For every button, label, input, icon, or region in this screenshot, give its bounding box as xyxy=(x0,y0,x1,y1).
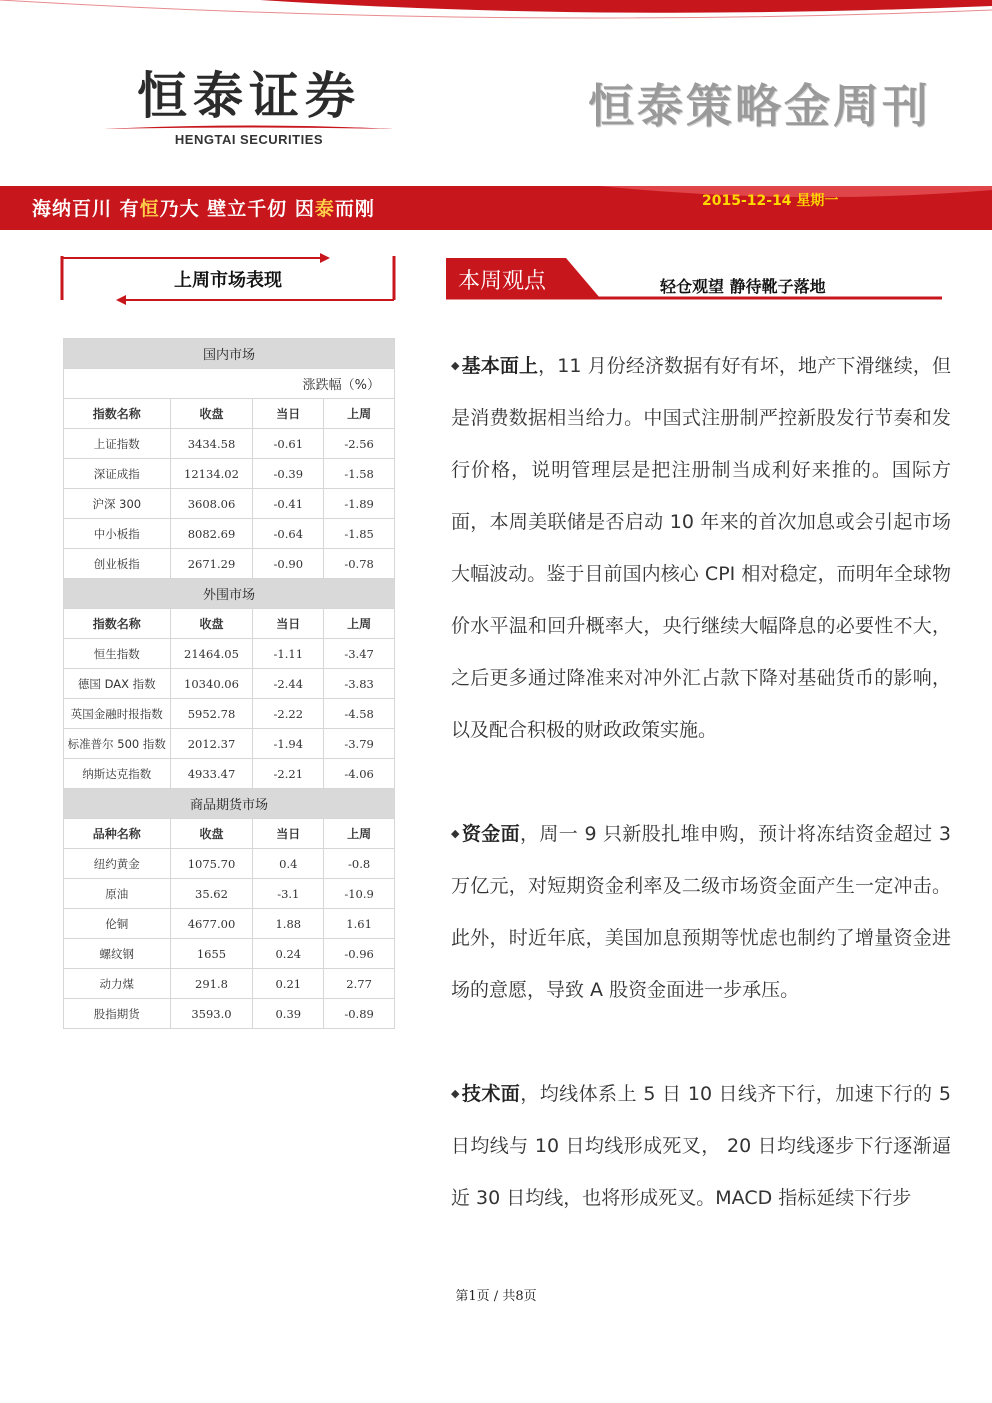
column-header: 收盘 xyxy=(170,399,253,429)
diamond-bullet-icon: ◆ xyxy=(451,1087,460,1100)
table-row xyxy=(64,549,395,579)
table-row xyxy=(64,519,395,549)
table-row xyxy=(64,639,395,669)
weekly-change: -3.47 xyxy=(324,639,395,669)
close-value: 21464.05 xyxy=(170,639,253,669)
close-value: 12134.02 xyxy=(170,459,253,489)
logo-cn-text: 恒泰证券 xyxy=(137,67,361,125)
column-header: 指数名称 xyxy=(64,399,171,429)
paragraph-body: ，均线体系上 5 日 10 日线齐下行，加速下行的 5 日均线与 10 日均线形成死叉， 20 日均线逐步下行逐渐逼近 30 日均线，也将形成死叉。MACD 指标延续下行步 xyxy=(451,1083,951,1209)
daily-change: -1.94 xyxy=(253,729,324,759)
column-header: 当日 xyxy=(253,399,324,429)
close-value: 8082.69 xyxy=(170,519,253,549)
weekly-change: -1.85 xyxy=(324,519,395,549)
daily-change: -0.64 xyxy=(253,519,324,549)
instrument-name: 伦铜 xyxy=(64,909,171,939)
table-row xyxy=(64,699,395,729)
instrument-name: 中小板指 xyxy=(64,519,171,549)
instrument-name: 动力煤 xyxy=(64,969,171,999)
weekly-change: -4.06 xyxy=(324,759,395,789)
weekly-change: -1.58 xyxy=(324,459,395,489)
publication-title: 恒泰策略金周刊 xyxy=(588,79,931,133)
section-header-row xyxy=(64,339,395,369)
logo-en-text: HENGTAI SECURITIES xyxy=(174,132,324,147)
weekly-change: -10.9 xyxy=(324,879,395,909)
weekly-change: -3.79 xyxy=(324,729,395,759)
weekly-change: -4.58 xyxy=(324,699,395,729)
daily-change: -0.61 xyxy=(253,429,324,459)
motto-part: 而刚 xyxy=(334,198,375,220)
daily-change: -0.39 xyxy=(253,459,324,489)
weekly-change: 2.77 xyxy=(324,969,395,999)
table-row xyxy=(64,849,395,879)
paragraph-lead: 资金面 xyxy=(461,823,520,845)
banner-motto xyxy=(32,194,375,221)
motto-highlight: 泰 xyxy=(314,198,335,220)
top-decorative-stripe xyxy=(0,0,992,30)
table-row xyxy=(64,489,395,519)
paragraph-lead: 基本面上 xyxy=(461,355,539,377)
daily-change: -0.90 xyxy=(253,549,324,579)
instrument-name: 纽约黄金 xyxy=(64,849,171,879)
weekly-change: 1.61 xyxy=(324,909,395,939)
column-header-row xyxy=(64,609,395,639)
daily-change: 1.88 xyxy=(253,909,324,939)
table-row xyxy=(64,759,395,789)
table-row xyxy=(64,429,395,459)
motto-part: 海纳百川 有 xyxy=(32,198,140,220)
close-value: 291.8 xyxy=(170,969,253,999)
column-header: 品种名称 xyxy=(64,819,171,849)
instrument-name: 原油 xyxy=(64,879,171,909)
section-header-row xyxy=(64,789,395,819)
close-value: 5952.78 xyxy=(170,699,253,729)
weekly-change: -0.89 xyxy=(324,999,395,1029)
daily-change: 0.4 xyxy=(253,849,324,879)
section-title: 国内市场 xyxy=(64,339,395,369)
weekly-view-subtitle: 轻仓观望 静待靴子落地 xyxy=(660,277,826,296)
weekly-change: -2.56 xyxy=(324,429,395,459)
weekly-change: -0.78 xyxy=(324,549,395,579)
instrument-name: 螺纹钢 xyxy=(64,939,171,969)
close-value: 10340.06 xyxy=(170,669,253,699)
instrument-name: 沪深 300 xyxy=(64,489,171,519)
section-title: 商品期货市场 xyxy=(64,789,395,819)
daily-change: 0.21 xyxy=(253,969,324,999)
column-header: 收盘 xyxy=(170,819,253,849)
motto-highlight: 恒 xyxy=(139,198,160,220)
close-value: 3608.06 xyxy=(170,489,253,519)
daily-change: -3.1 xyxy=(253,879,324,909)
table-row xyxy=(64,939,395,969)
table-row xyxy=(64,969,395,999)
issue-date: 2015-12-14 星期一 xyxy=(702,193,839,209)
table-row xyxy=(64,909,395,939)
diamond-bullet-icon: ◆ xyxy=(451,359,460,372)
column-header-row xyxy=(64,399,395,429)
diamond-bullet-icon: ◆ xyxy=(451,827,460,840)
close-value: 2671.29 xyxy=(170,549,253,579)
daily-change: -2.22 xyxy=(253,699,324,729)
unit-label: 涨跌幅（%） xyxy=(64,369,395,399)
close-value: 3593.0 xyxy=(170,999,253,1029)
instrument-name: 深证成指 xyxy=(64,459,171,489)
close-value: 35.62 xyxy=(170,879,253,909)
motto-part: 乃大 壁立千仞 因 xyxy=(159,198,315,220)
paragraph-fundamentals xyxy=(451,340,951,756)
instrument-name: 创业板指 xyxy=(64,549,171,579)
section-title-last-week: 上周市场表现 xyxy=(174,270,282,291)
instrument-name: 纳斯达克指数 xyxy=(64,759,171,789)
close-value: 3434.58 xyxy=(170,429,253,459)
close-value: 4677.00 xyxy=(170,909,253,939)
close-value: 4933.47 xyxy=(170,759,253,789)
instrument-name: 恒生指数 xyxy=(64,639,171,669)
paragraph-body: ，周一 9 只新股扎堆申购，预计将冻结资金超过 3 万亿元，对短期资金利率及二级市场资金面产生一定冲击。此外，时近年底，美国加息预期等忧虑也制约了增量资金进场的意愿，导致 A 股资金面进一步承压。 xyxy=(451,823,951,1001)
daily-change: -2.21 xyxy=(253,759,324,789)
instrument-name: 上证指数 xyxy=(64,429,171,459)
column-header: 上周 xyxy=(324,819,395,849)
column-header-row xyxy=(64,819,395,849)
close-value: 1655 xyxy=(170,939,253,969)
section-title: 外围市场 xyxy=(64,579,395,609)
column-header: 上周 xyxy=(324,609,395,639)
table-row xyxy=(64,669,395,699)
instrument-name: 德国 DAX 指数 xyxy=(64,669,171,699)
daily-change: 0.24 xyxy=(253,939,324,969)
section-header-row xyxy=(64,579,395,609)
weekly-view-tag: 本周观点 xyxy=(458,269,547,294)
weekly-change: -1.89 xyxy=(324,489,395,519)
table-row xyxy=(64,459,395,489)
instrument-name: 标准普尔 500 指数 xyxy=(64,729,171,759)
paragraph-liquidity xyxy=(451,808,951,1016)
close-value: 1075.70 xyxy=(170,849,253,879)
table-row xyxy=(64,879,395,909)
column-header: 收盘 xyxy=(170,609,253,639)
daily-change: -2.44 xyxy=(253,669,324,699)
table-row xyxy=(64,729,395,759)
close-value: 2012.37 xyxy=(170,729,253,759)
table-row xyxy=(64,999,395,1029)
daily-change: -1.11 xyxy=(253,639,324,669)
column-header: 指数名称 xyxy=(64,609,171,639)
paragraph-technical xyxy=(451,1068,951,1224)
daily-change: 0.39 xyxy=(253,999,324,1029)
market-table xyxy=(63,338,395,1029)
paragraph-lead: 技术面 xyxy=(461,1083,521,1105)
company-logo xyxy=(104,66,394,147)
weekly-change: -0.96 xyxy=(324,939,395,969)
instrument-name: 股指期货 xyxy=(64,999,171,1029)
instrument-name: 英国金融时报指数 xyxy=(64,699,171,729)
page-footer: 第1页 / 共8页 xyxy=(455,1289,537,1304)
column-header: 上周 xyxy=(324,399,395,429)
daily-change: -0.41 xyxy=(253,489,324,519)
weekly-change: -0.8 xyxy=(324,849,395,879)
unit-row xyxy=(64,369,395,399)
column-header: 当日 xyxy=(253,819,324,849)
paragraph-body: ，11 月份经济数据有好有坏，地产下滑继续，但是消费数据相当给力。中国式注册制严控新股发行节奏和发行价格，说明管理层是把注册制当成利好来推的。国际方面，本周美联储是否启动 10 年来的首次加息或会引起市场大幅波动。鉴于目前国内核心 CPI 相对稳定，而明年全球物价水平温和回升概率大，央行继续大幅降息的必要性不大，之后更多通过降准来对冲外汇占款下降对基础货币的影响，以及配合积极的财政政策实施。 xyxy=(451,355,951,741)
logo-swoosh xyxy=(104,124,394,132)
column-header: 当日 xyxy=(253,609,324,639)
weekly-change: -3.83 xyxy=(324,669,395,699)
